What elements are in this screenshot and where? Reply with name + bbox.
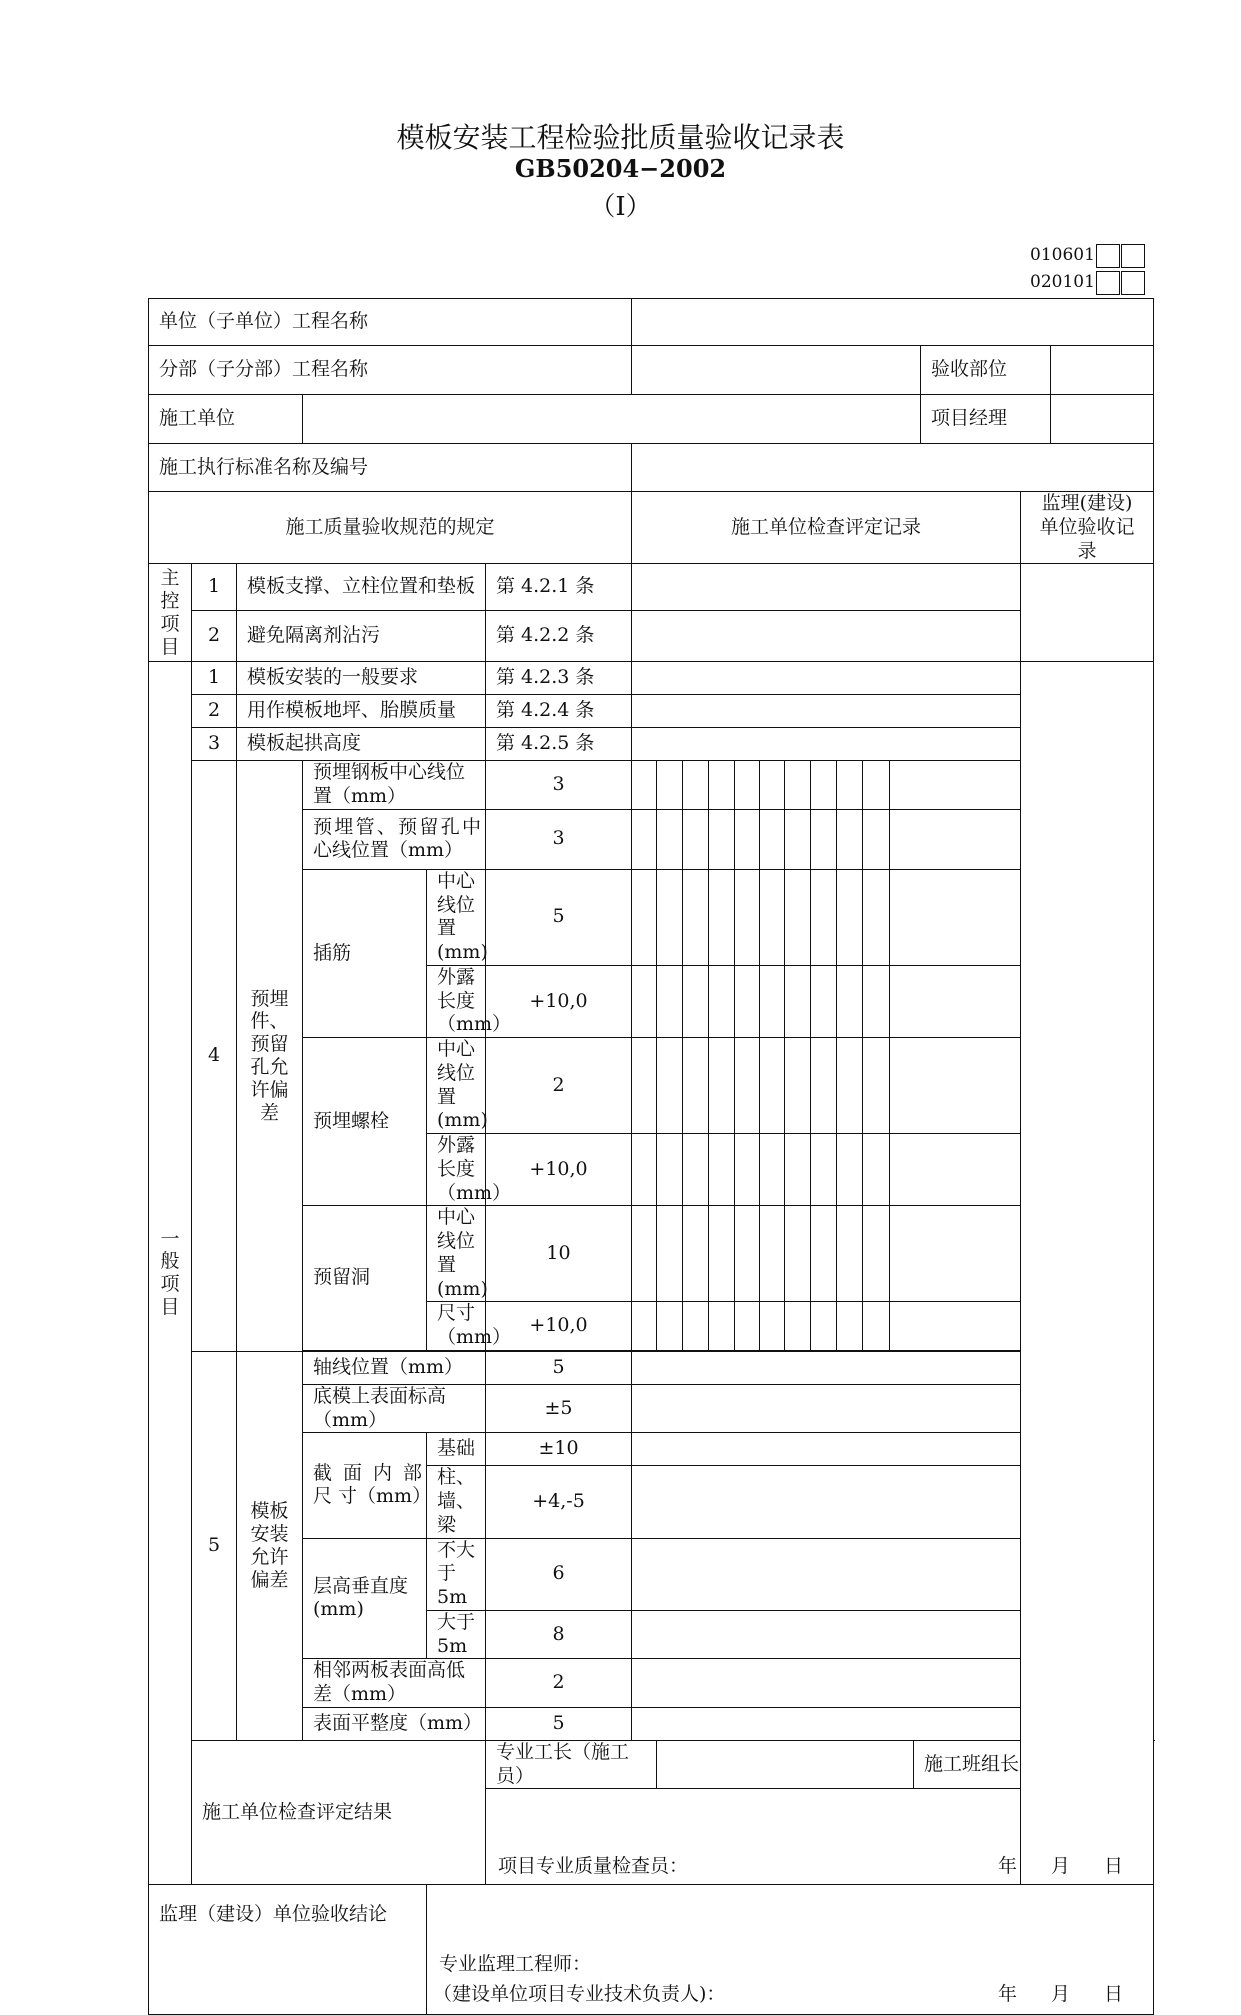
check-record-cell[interactable] (632, 1433, 1021, 1466)
measure-cell[interactable] (735, 1302, 760, 1351)
check-record-cell[interactable] (632, 1384, 1021, 1433)
measure-cell[interactable] (837, 965, 863, 1037)
measure-cell[interactable] (837, 1134, 863, 1206)
sub-item-name: 预埋螺栓 (303, 1038, 427, 1206)
engineer-label: 专业监理工程师： (439, 1953, 592, 1976)
year-label: 年 (998, 1855, 1018, 1878)
measure-cell[interactable] (657, 761, 683, 810)
main-control-label-char: 目 (160, 635, 180, 658)
measure-cell[interactable] (811, 1134, 837, 1206)
item-clause: 第 4.2.4 条 (486, 695, 632, 728)
measure-cell[interactable] (657, 1206, 683, 1302)
measure-cell[interactable] (837, 761, 863, 810)
measure-cell[interactable] (760, 965, 785, 1037)
measure-cell[interactable] (657, 965, 683, 1037)
measure-cell[interactable] (632, 965, 657, 1037)
item5-group-char: 允许 (250, 1545, 289, 1568)
measure-cell[interactable] (709, 1206, 735, 1302)
item4-group-label (237, 761, 303, 1352)
measure-cell[interactable] (657, 1038, 683, 1134)
acceptance-part-field[interactable] (1051, 346, 1154, 395)
check-record-cell[interactable] (632, 611, 1021, 662)
allowed-deviation: 2 (486, 1659, 632, 1708)
main-control-label (149, 564, 192, 662)
supervision-column-header: 监理(建设)单位验收记录 (1021, 492, 1154, 564)
item4-group-char: 孔允 (250, 1056, 289, 1078)
measure-cell[interactable] (811, 809, 837, 869)
item-number: 3 (192, 728, 237, 761)
item-name: 用作模板地坪、胎膜质量 (237, 695, 486, 728)
division-name-label: 分部（子分部）工程名称 (149, 346, 632, 395)
item4-group-char: 许偏 (250, 1078, 289, 1101)
measure-cell[interactable] (632, 1206, 657, 1302)
measure-cell[interactable] (837, 1038, 863, 1134)
supervision-cell[interactable] (1021, 564, 1154, 662)
measure-cell[interactable] (785, 1206, 811, 1302)
item5-group-label (237, 1351, 303, 1740)
allowed-deviation: 8 (486, 1610, 632, 1659)
conclusion-date (964, 1983, 1123, 2007)
sub-item-name: 层高垂直度(mm) (303, 1538, 427, 1659)
measure-cell[interactable] (735, 1206, 760, 1302)
form-code-2-text: 020101 (1030, 272, 1095, 292)
standard-code: GB50204−2002 (514, 154, 727, 183)
general-label-char: 项 (160, 1273, 180, 1296)
allowed-deviation: 3 (486, 761, 632, 810)
check-record-cell[interactable] (632, 564, 1021, 611)
main-control-label-char: 主 (160, 567, 180, 590)
item-clause: 第 4.2.1 条 (486, 564, 632, 611)
unit-name-field[interactable] (632, 299, 1154, 346)
measure-cell[interactable] (811, 869, 837, 965)
sub-item-detail: 中心线位置(mm) (427, 1038, 486, 1134)
sub-item-name: 轴线位置（mm） (303, 1351, 486, 1384)
measure-cell[interactable] (735, 965, 760, 1037)
form-code-1-text: 010601 (1030, 245, 1095, 265)
item-name: 模板支撑、立柱位置和垫板 (237, 564, 486, 611)
measure-cell[interactable] (785, 809, 811, 869)
result-label: 施工单位检查评定结果 (192, 1740, 486, 1885)
measure-cell[interactable] (735, 869, 760, 965)
item5-group-char: 安装 (250, 1522, 289, 1545)
standard-label: 施工执行标准名称及编号 (149, 444, 632, 492)
allowed-deviation: 3 (486, 809, 632, 869)
measure-cell[interactable] (735, 1134, 760, 1206)
measure-cell[interactable] (785, 965, 811, 1037)
measure-cell[interactable] (760, 761, 785, 810)
form-code-1 (1030, 243, 1145, 267)
item5-group-char: 偏差 (250, 1568, 289, 1591)
measure-cell[interactable] (709, 761, 735, 810)
allowed-deviation: ±10 (486, 1433, 632, 1466)
allowed-deviation: +4,-5 (486, 1466, 632, 1538)
result-signature-area[interactable] (486, 1789, 1154, 1885)
sub-item-detail: 中心线位置(mm) (427, 869, 486, 965)
item-number: 5 (192, 1351, 237, 1740)
allowed-deviation: +10,0 (486, 1134, 632, 1206)
measure-cell[interactable] (760, 1038, 785, 1134)
measure-cell[interactable] (890, 1206, 1021, 1302)
measure-cell[interactable] (863, 1134, 890, 1206)
allowed-deviation: 5 (486, 869, 632, 965)
acceptance-part-label: 验收部位 (921, 346, 1051, 395)
measure-cell[interactable] (785, 1302, 811, 1351)
sub-item-name: 相邻两板表面高低差（mm） (303, 1659, 486, 1708)
sub-item-name: 插筋 (303, 869, 427, 1037)
measure-cell[interactable] (760, 809, 785, 869)
allowed-deviation: 10 (486, 1206, 632, 1302)
measure-cell[interactable] (709, 809, 735, 869)
measure-cell[interactable] (837, 1206, 863, 1302)
measure-cell[interactable] (863, 1206, 890, 1302)
measure-cell[interactable] (709, 1038, 735, 1134)
code-box[interactable] (1121, 244, 1145, 268)
measure-cell[interactable] (683, 1134, 709, 1206)
sub-item-name: 预埋管、预留孔中心线位置（mm） (303, 809, 486, 869)
measure-cell[interactable] (863, 809, 890, 869)
day-label: 日 (1104, 1855, 1124, 1878)
item4-group-char: 预留 (250, 1033, 289, 1056)
measure-cell[interactable] (632, 1302, 657, 1351)
item-clause: 第 4.2.3 条 (486, 662, 632, 695)
item5-group-char: 模板 (250, 1500, 289, 1523)
allowed-deviation: 2 (486, 1038, 632, 1134)
general-label-char: 目 (160, 1296, 180, 1319)
measure-cell[interactable] (863, 761, 890, 810)
measure-cell[interactable] (837, 809, 863, 869)
owner-label: （建设单位项目专业技术负责人)： (433, 1983, 726, 2006)
item-clause: 第 4.2.2 条 (486, 611, 632, 662)
main-control-label-char: 项 (160, 612, 180, 635)
measure-cell[interactable] (863, 869, 890, 965)
check-record-cell[interactable] (632, 728, 1021, 761)
item-number: 2 (192, 695, 237, 728)
measure-cell[interactable] (785, 1038, 811, 1134)
item4-group-char: 差 (259, 1101, 279, 1124)
sub-item-name: 预留洞 (303, 1206, 427, 1351)
day-label: 日 (1104, 1983, 1124, 2006)
measure-cell[interactable] (811, 1206, 837, 1302)
spec-column-header: 施工质量验收规范的规定 (149, 492, 632, 564)
measure-cell[interactable] (632, 1038, 657, 1134)
document-title: 模板安装工程检验批质量验收记录表 (396, 121, 845, 154)
measure-cell[interactable] (709, 1302, 735, 1351)
sub-item-detail: 中心线位置(mm) (427, 1206, 486, 1302)
measure-cell[interactable] (632, 869, 657, 965)
check-record-cell[interactable] (632, 662, 1021, 695)
check-record-cell[interactable] (632, 1466, 1021, 1538)
measure-cell[interactable] (785, 869, 811, 965)
division-name-field[interactable] (632, 346, 921, 395)
construction-unit-label: 施工单位 (149, 395, 303, 444)
result-date (964, 1855, 1123, 1879)
measure-cell[interactable] (863, 1038, 890, 1134)
measure-cell[interactable] (890, 869, 1021, 965)
measure-cell[interactable] (683, 1302, 709, 1351)
measure-cell[interactable] (890, 761, 1021, 810)
check-record-cell[interactable] (632, 1610, 1021, 1659)
supervision-cell[interactable] (1021, 662, 1154, 1885)
measure-cell[interactable] (785, 761, 811, 810)
check-record-cell[interactable] (632, 1538, 1021, 1610)
measure-cell[interactable] (683, 1038, 709, 1134)
measure-cell[interactable] (683, 761, 709, 810)
sub-item-detail: 不大于 5m (427, 1538, 486, 1610)
allowed-deviation: 6 (486, 1538, 632, 1610)
measure-cell[interactable] (735, 809, 760, 869)
measure-cell[interactable] (760, 1134, 785, 1206)
check-record-cell[interactable] (632, 1659, 1021, 1708)
item4-group-char: 件、 (250, 1010, 289, 1033)
measure-cell[interactable] (760, 1206, 785, 1302)
item-number: 4 (192, 761, 237, 1352)
measure-cell[interactable] (683, 1206, 709, 1302)
item-name: 模板安装的一般要求 (237, 662, 486, 695)
allowed-deviation: 5 (486, 1707, 632, 1740)
item-name: 避免隔离剂沾污 (237, 611, 486, 662)
allowed-deviation: 5 (486, 1351, 632, 1384)
code-box[interactable] (1096, 244, 1120, 268)
measure-cell[interactable] (837, 1302, 863, 1351)
measure-cell[interactable] (632, 809, 657, 869)
sub-item-name: 截 面 内 部 尺 寸（mm） (303, 1433, 427, 1538)
conclusion-signature-area[interactable] (427, 1885, 1154, 2015)
measure-cell[interactable] (709, 869, 735, 965)
measure-cell[interactable] (709, 1134, 735, 1206)
general-label-char: 一 (160, 1227, 180, 1250)
inspector-label: 项目专业质量检查员： (498, 1855, 689, 1878)
check-record-cell[interactable] (632, 695, 1021, 728)
measure-cell[interactable] (811, 965, 837, 1037)
item-number: 1 (192, 564, 237, 611)
item-name: 模板起拱高度 (237, 728, 486, 761)
project-manager-field[interactable] (1051, 395, 1154, 444)
general-label (149, 662, 192, 1885)
measure-cell[interactable] (890, 1302, 1021, 1351)
measure-cell[interactable] (785, 1134, 811, 1206)
measure-cell[interactable] (683, 869, 709, 965)
measure-cell[interactable] (735, 761, 760, 810)
measure-cell[interactable] (890, 1038, 1021, 1134)
team-leader-label: 施工班组长 (914, 1740, 1051, 1789)
sub-item-detail: 外露长度（mm） (427, 965, 486, 1037)
project-manager-label: 项目经理 (921, 395, 1051, 444)
construction-unit-field[interactable] (303, 395, 921, 444)
general-label-char: 般 (160, 1250, 180, 1273)
measure-cell[interactable] (811, 761, 837, 810)
allowed-deviation: +10,0 (486, 965, 632, 1037)
code-box[interactable] (1121, 271, 1145, 295)
item-clause: 第 4.2.5 条 (486, 728, 632, 761)
part-number: （Ⅰ） (589, 192, 652, 222)
measure-cell[interactable] (683, 809, 709, 869)
measure-cell[interactable] (632, 1134, 657, 1206)
measure-cell[interactable] (657, 869, 683, 965)
form-code-2 (1030, 270, 1145, 294)
measure-cell[interactable] (811, 1038, 837, 1134)
measure-cell[interactable] (760, 869, 785, 965)
conclusion-label: 监理（建设）单位验收结论 (149, 1885, 427, 2015)
measure-cell[interactable] (863, 965, 890, 1037)
check-record-column-header: 施工单位检查评定记录 (632, 492, 1021, 564)
sub-item-detail: 外露长度（mm） (427, 1134, 486, 1206)
measure-cell[interactable] (890, 965, 1021, 1037)
sub-item-detail: 尺寸（mm） (427, 1302, 486, 1351)
measure-cell[interactable] (760, 1302, 785, 1351)
measure-cell[interactable] (657, 1134, 683, 1206)
sub-item-detail: 大于 5m (427, 1610, 486, 1659)
foreman-label: 专业工长（施工员） (486, 1740, 657, 1789)
measure-cell[interactable] (632, 761, 657, 810)
measure-cell[interactable] (657, 1302, 683, 1351)
sub-item-name: 预埋钢板中心线位置（mm） (303, 761, 486, 810)
measure-cell[interactable] (863, 1302, 890, 1351)
item4-group-char: 预埋 (250, 987, 289, 1010)
standard-field[interactable] (632, 444, 1154, 492)
measure-cell[interactable] (657, 809, 683, 869)
sub-item-detail: 柱、墙、梁 (427, 1466, 486, 1538)
item-number: 1 (192, 662, 237, 695)
measure-cell[interactable] (683, 965, 709, 1037)
unit-name-label: 单位（子单位）工程名称 (149, 299, 632, 346)
measure-cell[interactable] (735, 1038, 760, 1134)
foreman-field[interactable] (657, 1740, 914, 1789)
check-record-cell[interactable] (632, 1351, 1021, 1384)
month-label: 月 (1051, 1855, 1071, 1878)
sub-item-name: 表面平整度（mm） (303, 1707, 486, 1740)
check-record-cell[interactable] (632, 1707, 1021, 1740)
item-number: 2 (192, 611, 237, 662)
measure-cell[interactable] (811, 1302, 837, 1351)
code-box[interactable] (1096, 271, 1120, 295)
measure-cell[interactable] (890, 1134, 1021, 1206)
inspection-form-table (148, 298, 1154, 2015)
month-label: 月 (1051, 1983, 1071, 2006)
measure-cell[interactable] (890, 809, 1021, 869)
main-control-label-char: 控 (160, 589, 180, 612)
measure-cell[interactable] (709, 965, 735, 1037)
year-label: 年 (998, 1983, 1018, 2006)
sub-item-detail: 基础 (427, 1433, 486, 1466)
allowed-deviation: ±5 (486, 1384, 632, 1433)
sub-item-name: 底模上表面标高（mm） (303, 1384, 486, 1433)
allowed-deviation: +10,0 (486, 1302, 632, 1351)
measure-cell[interactable] (837, 869, 863, 965)
